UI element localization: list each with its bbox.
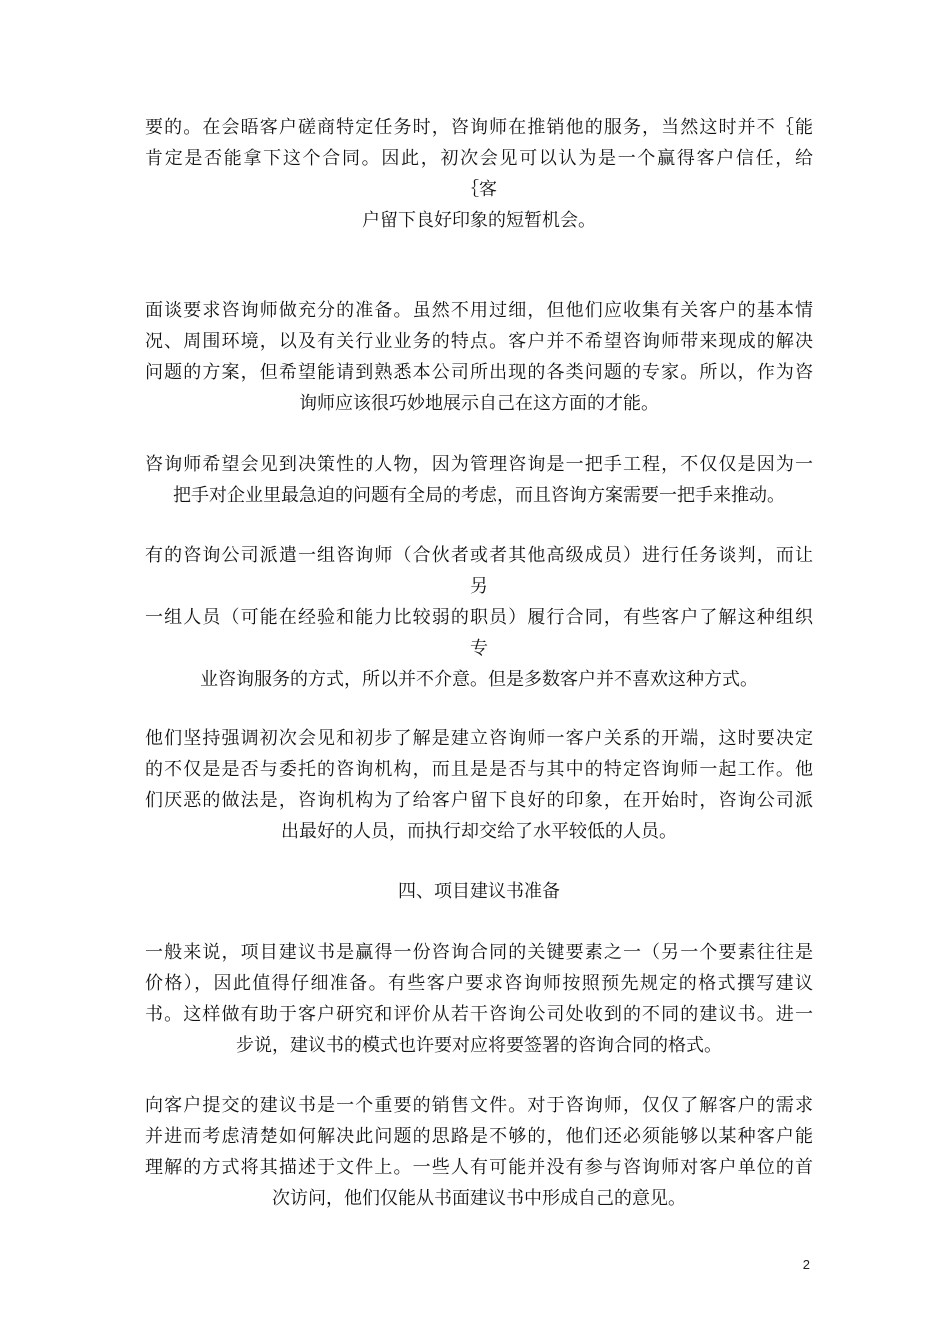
text-line: 专 — [470, 638, 488, 659]
text-line: 价格），因此值得仔细准备。有些客户要求咨询师按照预先规定的格式撰写建议 — [145, 973, 813, 994]
text-line: 他们坚持强调初次会见和初步了解是建立咨询师一客户关系的开端，这时要决定 — [145, 728, 813, 749]
paragraph-7 — [145, 1090, 813, 1214]
text-line: 另 — [470, 576, 488, 597]
text-line: 理解的方式将其描述于文件上。一些人有可能并没有参与咨询师对客户单位的首 — [145, 1157, 813, 1178]
text-line: 一般来说，项目建议书是赢得一份咨询合同的关键要素之一（另一个要素往往是 — [145, 942, 813, 963]
text-line: 面谈要求咨询师做充分的准备。虽然不用过细，但他们应收集有关客户的基本情 — [145, 300, 813, 321]
text-line: 向客户提交的建议书是一个重要的销售文件。对于咨询师，仅仅了解客户的需求 — [145, 1095, 813, 1116]
text-line: 一组人员（可能在经验和能力比较弱的职员）履行合同，有些客户了解这种组织 — [145, 607, 813, 628]
text-line: 有的咨询公司派遣一组咨询师（合伙者或者其他高级成员）进行任务谈判，而让 — [145, 545, 813, 566]
text-line: 况、周围环境，以及有关行业业务的特点。客户并不希望咨询师带来现成的解决 — [145, 331, 813, 352]
text-line: ｛客 — [461, 179, 497, 200]
text-line: 咨询师希望会见到决策性的人物，因为管理咨询是一把手工程，不仅仅是因为一 — [145, 454, 813, 475]
text-line: 肯定是否能拿下这个合同。因此，初次会见可以认为是一个赢得客户信任，给 — [145, 148, 813, 169]
text-line: 的不仅是是否与委托的咨询机构，而且是是否与其中的特定咨询师一起工作。他 — [145, 759, 813, 780]
paragraph-2 — [145, 295, 813, 419]
text-line: 并进而考虑清楚如何解决此问题的思路是不够的，他们还必须能够以某种客户能 — [145, 1126, 813, 1147]
text-line: 书。这样做有助于客户研究和评价从若干咨询公司处收到的不同的建议书。进一 — [145, 1004, 813, 1025]
paragraph-5 — [145, 723, 813, 847]
text-line: 出最好的人员，而执行却交给了水平较低的人员。 — [281, 821, 677, 842]
text-line: 户留下良好印象的短暂机会。 — [362, 210, 596, 231]
paragraph-3 — [145, 449, 813, 511]
page-number: 2 — [802, 1257, 810, 1272]
section-heading: 四、项目建议书准备 — [398, 881, 560, 902]
paragraph-1 — [145, 112, 813, 236]
paragraph-4 — [145, 540, 813, 695]
text-line: 把手对企业里最急迫的问题有全局的考虑，而且咨询方案需要一把手来推动。 — [173, 485, 785, 506]
text-line: 询师应该很巧妙地展示自己在这方面的才能。 — [299, 393, 659, 414]
text-line: 步说，建议书的模式也许要对应将要签署的咨询合同的格式。 — [236, 1035, 722, 1056]
text-line: 要的。在会晤客户磋商特定任务时，咨询师在推销他的服务，当然这时并不｛能 — [145, 117, 813, 138]
text-line: 业咨询服务的方式，所以并不介意。但是多数客户并不喜欢这种方式。 — [200, 669, 758, 690]
text-line: 问题的方案，但希望能请到熟悉本公司所出现的各类问题的专家。所以，作为咨 — [145, 362, 813, 383]
paragraph-6 — [145, 937, 813, 1061]
text-line: 次访问，他们仅能从书面建议书中形成自己的意见。 — [272, 1188, 686, 1209]
text-line: 们厌恶的做法是，咨询机构为了给客户留下良好的印象，在开始时，咨询公司派 — [145, 790, 813, 811]
